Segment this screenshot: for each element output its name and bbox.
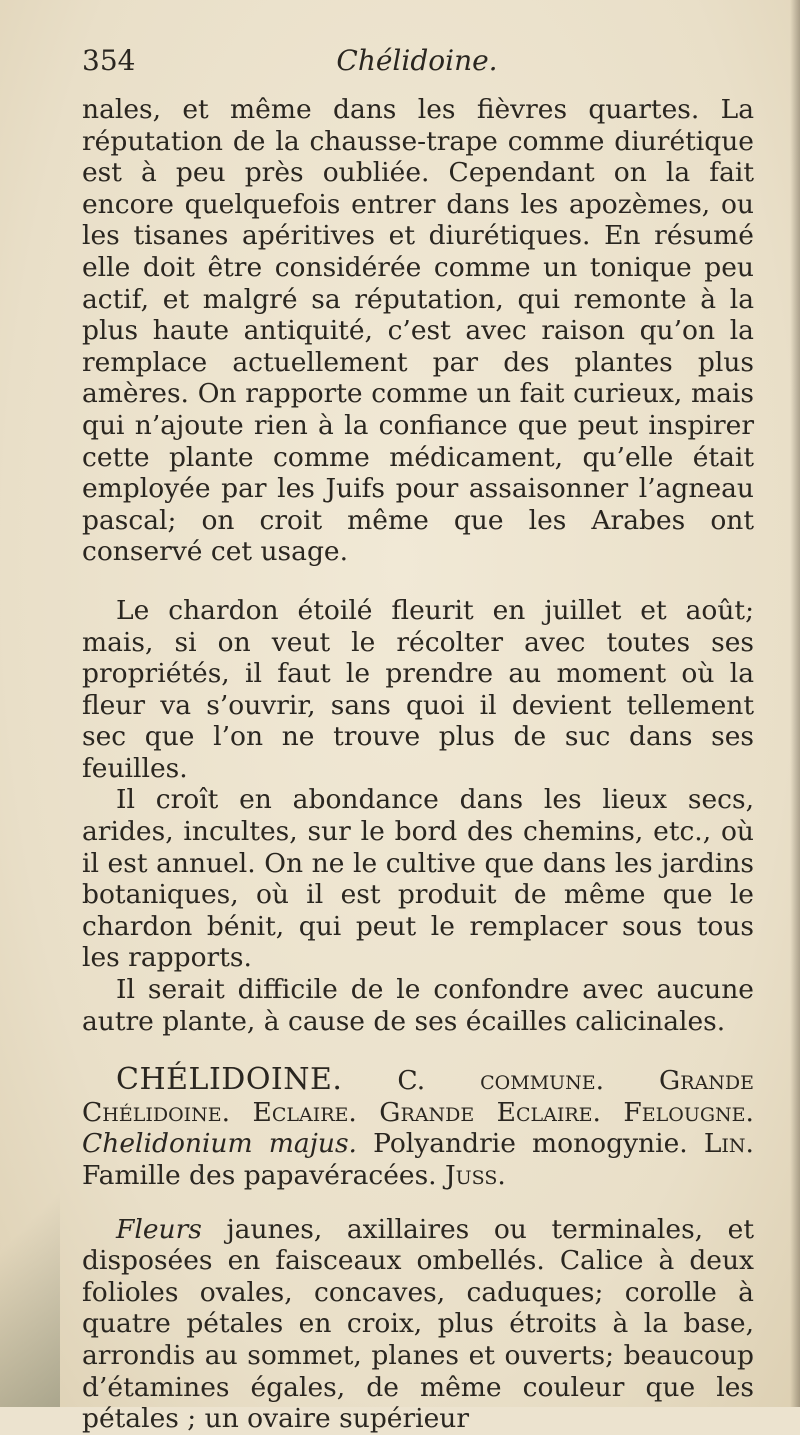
paragraph-harvest: Le chardon étoilé fleurit en juillet et août; mais, si on veut le récolter avec toutes ses propriétés, il faut le prendre au moment où la fleur va s’ouvrir, sans quoi il devient tellement sec que l’on ne trouve plus de suc dans ses feuilles. [82,594,754,784]
entry-heading [82,1064,754,1191]
paragraph-habitat: Il croît en abondance dans les lieux secs, arides, incultes, sur le bord des chemins, etc., où il est annuel. On ne le cultive que dans les jardins botaniques, où il est produit de même que le chardon bénit, qui peut le remplacer sous tous les rapports. [82,784,754,974]
paragraph-identification: Il serait difficile de le confondre avec aucune autre plante, à cause de ses écailles calicinales. [82,974,754,1037]
description-lead: Fleurs [116,1213,202,1245]
entry-name-grande-eclaire: Grande Eclaire. [379,1096,601,1128]
running-title: Chélidoine. [336,44,498,77]
body-text [82,94,754,1435]
entry-name-eclaire: Eclaire. [252,1096,357,1128]
page-edge-shadow [790,0,800,1407]
entry-author-juss: Juss. [445,1160,506,1191]
entry-name-commune: commune. [480,1065,605,1097]
entry-title: CHÉLIDOINE. [116,1062,343,1098]
entry-name-grande: Grande Chélidoine. [82,1065,754,1128]
paragraph-description [82,1214,754,1435]
page-corner-stain [0,1107,60,1407]
entry-family: Famille des papavéracées. [82,1160,437,1191]
paragraph-continuation: nales, et même dans les fièvres quartes. La réputation de la chausse-trape comme diurétique est à peu près oubliée. Cependant on la fait encore quelquefois entrer dans les apozèmes, ou les tisanes apéritives et diurétiques. En résumé elle doit être considérée comme un tonique peu actif, et malgré sa réputation, qui remonte à la plus haute antiquité, c’est avec raison qu’on la remplace actuellement par des plantes plus amères. On rapporte comme un fait curieux, mais qui n’ajoute rien à la confiance que peut inspirer cette plante comme médicament, qu’elle était employée par les Juifs pour assaisonner l’agneau pascal; on croit même que les Arabes ont conservé cet usage. [82,94,754,568]
entry-classification: Polyandrie monogynie. [373,1128,688,1160]
page-number: 354 [82,44,136,77]
entry-name-felougne: Felougne. [623,1096,754,1128]
entry-author-lin: Lin. [703,1128,754,1160]
description-text: jaunes, axillaires ou terminales, et disposées en faisceaux ombellés. Calice à deux folioles ovales, concaves, caduques; corolle à quatre pétales en croix, plus étroits à la base, arrondis au sommet, planes et ouverts; beaucoup d’étamines égales, de même couleur que les pétales ; un ovaire supérieur [82,1213,754,1435]
page-header [82,44,752,88]
entry-latin-name: Chelidonium majus. [82,1128,357,1160]
entry-letter: C. [397,1065,426,1097]
